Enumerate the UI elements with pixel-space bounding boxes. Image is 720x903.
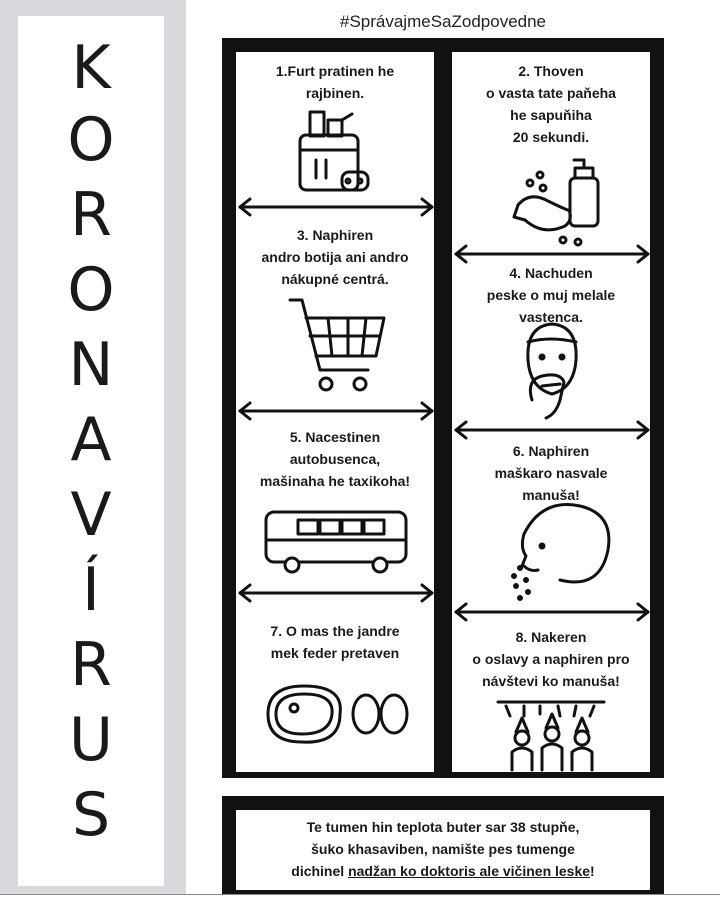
title-letter: R <box>70 180 112 250</box>
tip-1: 1.Furt pratinen he rajbinen. <box>275 63 395 101</box>
title-letter: R <box>70 630 112 700</box>
doctor-link-text: nadžan ko doktoris ale vičinen leske <box>348 863 591 879</box>
title-letter: Í <box>82 555 100 625</box>
tip-8: 8. Nakeren o oslavy a naphiren pro návštevi ko manuša! <box>472 629 630 689</box>
tip-3: 3. Naphiren andro botija ani andro nákupné centrá. <box>261 227 409 287</box>
tip-2: 2. Thoven o vasta tate paňeha he sapuňiha 20 sekundi. <box>486 63 616 145</box>
cleaning-supplies-icon <box>300 112 368 190</box>
face-mask-icon <box>528 324 576 418</box>
tip-7: 7. O mas the jandre mek feder pretaven <box>270 623 400 661</box>
shopping-cart-icon <box>290 300 384 390</box>
hashtag: #SprávajmeSaZodpovedne <box>339 12 547 31</box>
tip-6: 6. Naphiren maškaro nasvale manuša! <box>494 443 608 503</box>
title-letter: N <box>68 330 114 400</box>
title-letter: K <box>71 33 111 103</box>
title-letter: O <box>67 105 115 175</box>
title-letter: V <box>70 480 112 550</box>
bus-icon <box>266 512 406 572</box>
meat-and-eggs-icon <box>268 686 407 742</box>
title-letter: A <box>70 405 112 475</box>
fever-advice: Te tumen hin teplota buter sar 38 stupňe, šuko khasaviben, namište pes tumenge dichinel nadžan ko doktoris ale vičinen leske! <box>291 819 595 879</box>
tip-5: 5. Nacestinen autobusenca, mašinaha he taxikoha! <box>259 429 411 489</box>
tip-4: 4. Nachuden peske o muj melale vastenca. <box>486 265 616 325</box>
title-letter: U <box>69 705 113 775</box>
sneezing-person-icon <box>513 505 609 600</box>
title-letter: O <box>67 255 115 325</box>
hand-washing-icon <box>514 160 598 245</box>
party-people-icon <box>498 702 604 770</box>
title-letter: S <box>71 780 111 850</box>
